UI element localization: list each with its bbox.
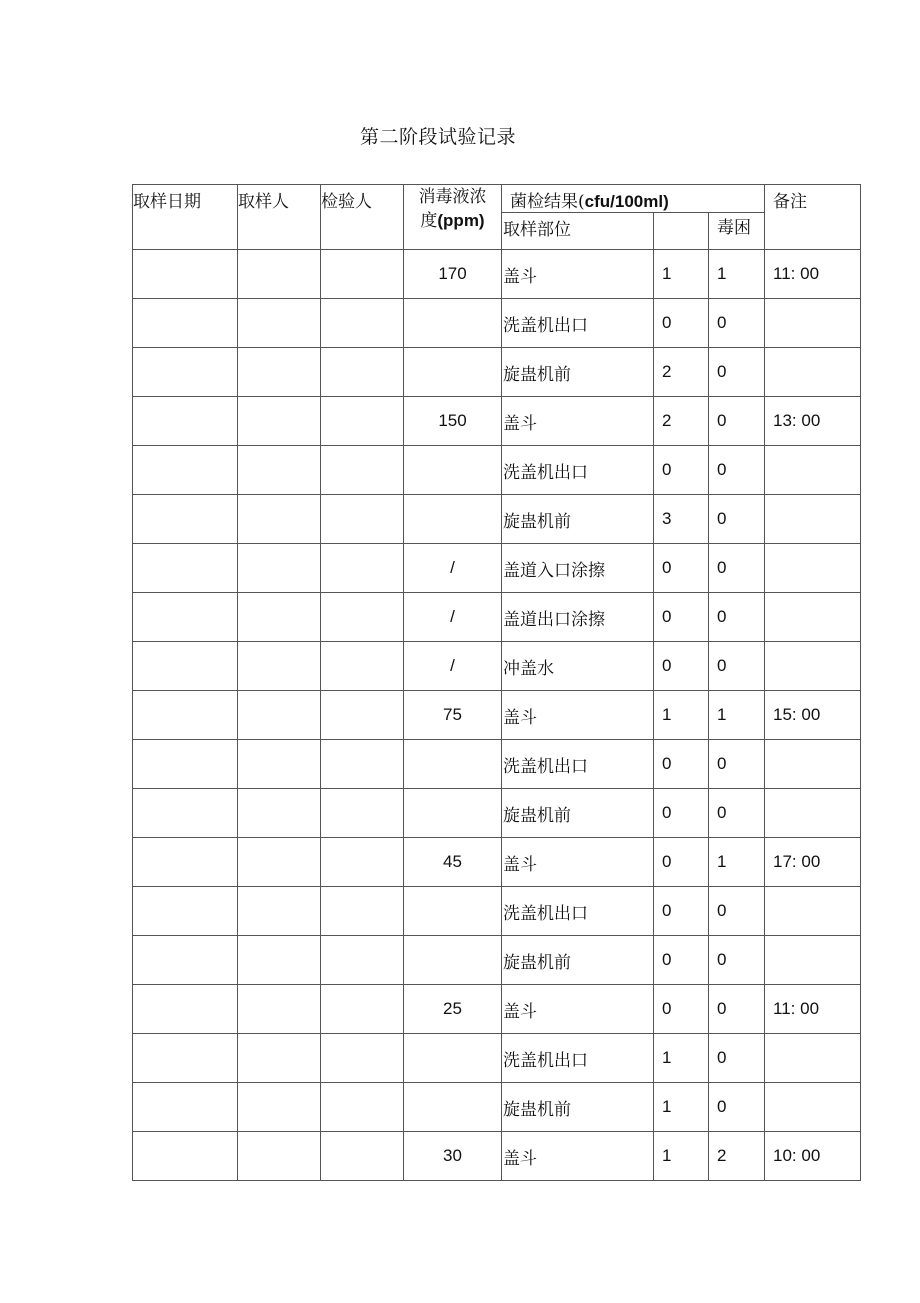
cell-count-b: 1 — [709, 250, 765, 299]
cell-count-b: 0 — [709, 348, 765, 397]
cell-sample-date — [133, 1034, 238, 1083]
cell-sampler — [238, 348, 321, 397]
cell-count-b: 0 — [709, 446, 765, 495]
cell-concentration — [404, 495, 502, 544]
header-remark-label: 备注 — [773, 192, 808, 212]
cell-remark: 10: 00 — [765, 1132, 861, 1181]
cell-count-b: 0 — [709, 740, 765, 789]
cell-count-b: 0 — [709, 397, 765, 446]
cell-count-a: 0 — [654, 985, 709, 1034]
cell-remark: 13: 00 — [765, 397, 861, 446]
cell-sample-site: 冲盖水 — [502, 642, 654, 691]
cell-sampler — [238, 299, 321, 348]
cell-remark — [765, 544, 861, 593]
cell-inspector — [321, 250, 404, 299]
cell-inspector — [321, 446, 404, 495]
header-sampler-label: 取样人 — [238, 192, 289, 212]
cell-sampler — [238, 789, 321, 838]
table-row — [133, 299, 861, 348]
cell-count-b: 0 — [709, 593, 765, 642]
cell-remark — [765, 299, 861, 348]
cell-remark — [765, 446, 861, 495]
cell-sample-date — [133, 1083, 238, 1132]
cell-remark: 15: 00 — [765, 691, 861, 740]
cell-remark — [765, 593, 861, 642]
cell-sampler — [238, 397, 321, 446]
cell-inspector — [321, 299, 404, 348]
cell-sample-site: 盖斗 — [502, 250, 654, 299]
cell-sample-date — [133, 446, 238, 495]
cell-sampler — [238, 740, 321, 789]
cell-count-b: 0 — [709, 1034, 765, 1083]
header-remark — [765, 185, 861, 250]
cell-count-a: 0 — [654, 642, 709, 691]
cell-concentration: 25 — [404, 985, 502, 1034]
cell-sampler — [238, 593, 321, 642]
cell-sampler — [238, 544, 321, 593]
cell-concentration — [404, 299, 502, 348]
cell-sample-site: 洗盖机出口 — [502, 1034, 654, 1083]
cell-sample-date — [133, 789, 238, 838]
cell-count-a: 0 — [654, 446, 709, 495]
cell-sampler — [238, 1034, 321, 1083]
cell-count-a: 0 — [654, 593, 709, 642]
cell-remark — [765, 740, 861, 789]
header-concentration-prefix: 度 — [420, 211, 438, 231]
cell-sample-site: 旋蛊机前 — [502, 348, 654, 397]
cell-count-a: 2 — [654, 397, 709, 446]
header-col-b — [709, 213, 765, 250]
cell-sampler — [238, 887, 321, 936]
cell-sample-site: 盖斗 — [502, 985, 654, 1034]
cell-remark — [765, 495, 861, 544]
table-row — [133, 348, 861, 397]
cell-sample-date — [133, 544, 238, 593]
cell-inspector — [321, 642, 404, 691]
table-row — [133, 887, 861, 936]
cell-count-b: 0 — [709, 299, 765, 348]
cell-sample-date — [133, 250, 238, 299]
table-row — [133, 495, 861, 544]
cell-count-a: 0 — [654, 936, 709, 985]
cell-concentration — [404, 1083, 502, 1132]
cell-count-a: 3 — [654, 495, 709, 544]
cell-sample-site: 洗盖机出口 — [502, 446, 654, 495]
cell-concentration — [404, 740, 502, 789]
cell-count-a: 1 — [654, 1132, 709, 1181]
cell-sample-site: 盖斗 — [502, 691, 654, 740]
cell-sampler — [238, 642, 321, 691]
cell-concentration: 45 — [404, 838, 502, 887]
cell-concentration: 150 — [404, 397, 502, 446]
cell-sample-date — [133, 299, 238, 348]
cell-remark — [765, 1034, 861, 1083]
cell-sample-date — [133, 985, 238, 1034]
cell-remark — [765, 936, 861, 985]
cell-inspector — [321, 495, 404, 544]
cell-count-a: 1 — [654, 1034, 709, 1083]
cell-remark — [765, 348, 861, 397]
header-inspector-label: 检验人 — [321, 192, 372, 212]
cell-sampler — [238, 1083, 321, 1132]
header-sample-date — [133, 185, 238, 250]
header-sampler — [238, 185, 321, 250]
cell-sample-date — [133, 1132, 238, 1181]
table-row — [133, 838, 861, 887]
cell-count-a: 0 — [654, 740, 709, 789]
cell-inspector — [321, 887, 404, 936]
header-sample-site — [502, 213, 654, 250]
cell-remark — [765, 789, 861, 838]
cell-concentration: 75 — [404, 691, 502, 740]
cell-sampler — [238, 691, 321, 740]
table-row — [133, 1034, 861, 1083]
cell-sample-site: 盖斗 — [502, 397, 654, 446]
cell-sample-date — [133, 593, 238, 642]
cell-sample-site: 洗盖机出口 — [502, 887, 654, 936]
table-row — [133, 642, 861, 691]
cell-sampler — [238, 838, 321, 887]
header-result-unit: cfu/100ml) — [584, 192, 669, 211]
table-row — [133, 446, 861, 495]
cell-sample-date — [133, 397, 238, 446]
cell-remark — [765, 887, 861, 936]
cell-inspector — [321, 397, 404, 446]
header-concentration-line1: 消毒液浓 — [418, 187, 487, 207]
cell-inspector — [321, 740, 404, 789]
cell-concentration — [404, 789, 502, 838]
header-inspector — [321, 185, 404, 250]
cell-count-a: 0 — [654, 838, 709, 887]
table-row — [133, 1083, 861, 1132]
cell-sampler — [238, 250, 321, 299]
header-sample-site-label: 取样部位 — [503, 220, 571, 240]
cell-inspector — [321, 593, 404, 642]
table-row — [133, 1132, 861, 1181]
cell-sample-site: 旋蛊机前 — [502, 789, 654, 838]
header-concentration-unit: (ppm) — [437, 211, 485, 230]
cell-sampler — [238, 985, 321, 1034]
cell-concentration — [404, 887, 502, 936]
cell-sampler — [238, 936, 321, 985]
cell-count-b: 1 — [709, 838, 765, 887]
document-title: 第二阶段试验记录 — [360, 126, 517, 148]
cell-count-b: 0 — [709, 544, 765, 593]
cell-count-a: 0 — [654, 544, 709, 593]
cell-count-b: 0 — [709, 985, 765, 1034]
cell-count-b: 0 — [709, 495, 765, 544]
header-sample-date-label: 取样日期 — [133, 192, 201, 212]
cell-concentration — [404, 348, 502, 397]
cell-inspector — [321, 1132, 404, 1181]
cell-count-b: 2 — [709, 1132, 765, 1181]
cell-sample-site: 旋蛊机前 — [502, 1083, 654, 1132]
cell-inspector — [321, 789, 404, 838]
cell-concentration: 30 — [404, 1132, 502, 1181]
cell-count-b: 1 — [709, 691, 765, 740]
cell-count-a: 1 — [654, 250, 709, 299]
cell-sample-date — [133, 495, 238, 544]
header-result — [502, 185, 765, 213]
cell-inspector — [321, 544, 404, 593]
cell-remark — [765, 1083, 861, 1132]
cell-count-b: 0 — [709, 642, 765, 691]
table-row — [133, 936, 861, 985]
cell-count-a: 0 — [654, 789, 709, 838]
cell-sample-date — [133, 691, 238, 740]
table-row — [133, 593, 861, 642]
table-row — [133, 985, 861, 1034]
header-concentration — [404, 185, 502, 250]
cell-sample-date — [133, 838, 238, 887]
cell-inspector — [321, 838, 404, 887]
header-concentration-line2 — [404, 209, 501, 233]
cell-concentration: / — [404, 593, 502, 642]
table-row — [133, 397, 861, 446]
cell-sample-site: 盖道入口涂擦 — [502, 544, 654, 593]
cell-sample-date — [133, 936, 238, 985]
header-result-prefix: 菌检结果( — [510, 192, 585, 212]
cell-remark — [765, 642, 861, 691]
cell-sample-date — [133, 348, 238, 397]
cell-sampler — [238, 1132, 321, 1181]
cell-count-a: 0 — [654, 887, 709, 936]
test-record-table — [132, 184, 861, 1181]
cell-concentration: / — [404, 544, 502, 593]
table-row — [133, 250, 861, 299]
cell-count-a: 2 — [654, 348, 709, 397]
cell-count-b: 0 — [709, 789, 765, 838]
cell-inspector — [321, 936, 404, 985]
cell-count-a: 0 — [654, 299, 709, 348]
cell-sample-site: 旋蛊机前 — [502, 495, 654, 544]
cell-inspector — [321, 1083, 404, 1132]
cell-count-b: 0 — [709, 887, 765, 936]
cell-sample-site: 洗盖机出口 — [502, 740, 654, 789]
cell-inspector — [321, 985, 404, 1034]
table-row — [133, 789, 861, 838]
cell-count-a: 1 — [654, 1083, 709, 1132]
cell-concentration — [404, 446, 502, 495]
cell-sampler — [238, 495, 321, 544]
cell-sample-site: 盖道出口涂擦 — [502, 593, 654, 642]
cell-count-a: 1 — [654, 691, 709, 740]
cell-sample-site: 盖斗 — [502, 838, 654, 887]
cell-remark: 11: 00 — [765, 985, 861, 1034]
table-row — [133, 691, 861, 740]
cell-sample-site: 盖斗 — [502, 1132, 654, 1181]
cell-sample-site: 旋蛊机前 — [502, 936, 654, 985]
table-row — [133, 740, 861, 789]
cell-sample-site: 洗盖机出口 — [502, 299, 654, 348]
header-col-a — [654, 213, 709, 250]
cell-sample-date — [133, 642, 238, 691]
cell-sample-date — [133, 887, 238, 936]
header-col-b-label: 毒困 — [717, 218, 751, 238]
cell-inspector — [321, 691, 404, 740]
cell-count-b: 0 — [709, 1083, 765, 1132]
cell-count-b: 0 — [709, 936, 765, 985]
header-row-1 — [133, 185, 861, 213]
cell-sampler — [238, 446, 321, 495]
cell-sample-date — [133, 740, 238, 789]
table-row — [133, 544, 861, 593]
cell-concentration — [404, 936, 502, 985]
cell-concentration — [404, 1034, 502, 1083]
cell-concentration: 170 — [404, 250, 502, 299]
cell-remark: 17: 00 — [765, 838, 861, 887]
cell-concentration: / — [404, 642, 502, 691]
cell-remark: 11: 00 — [765, 250, 861, 299]
cell-inspector — [321, 348, 404, 397]
cell-inspector — [321, 1034, 404, 1083]
